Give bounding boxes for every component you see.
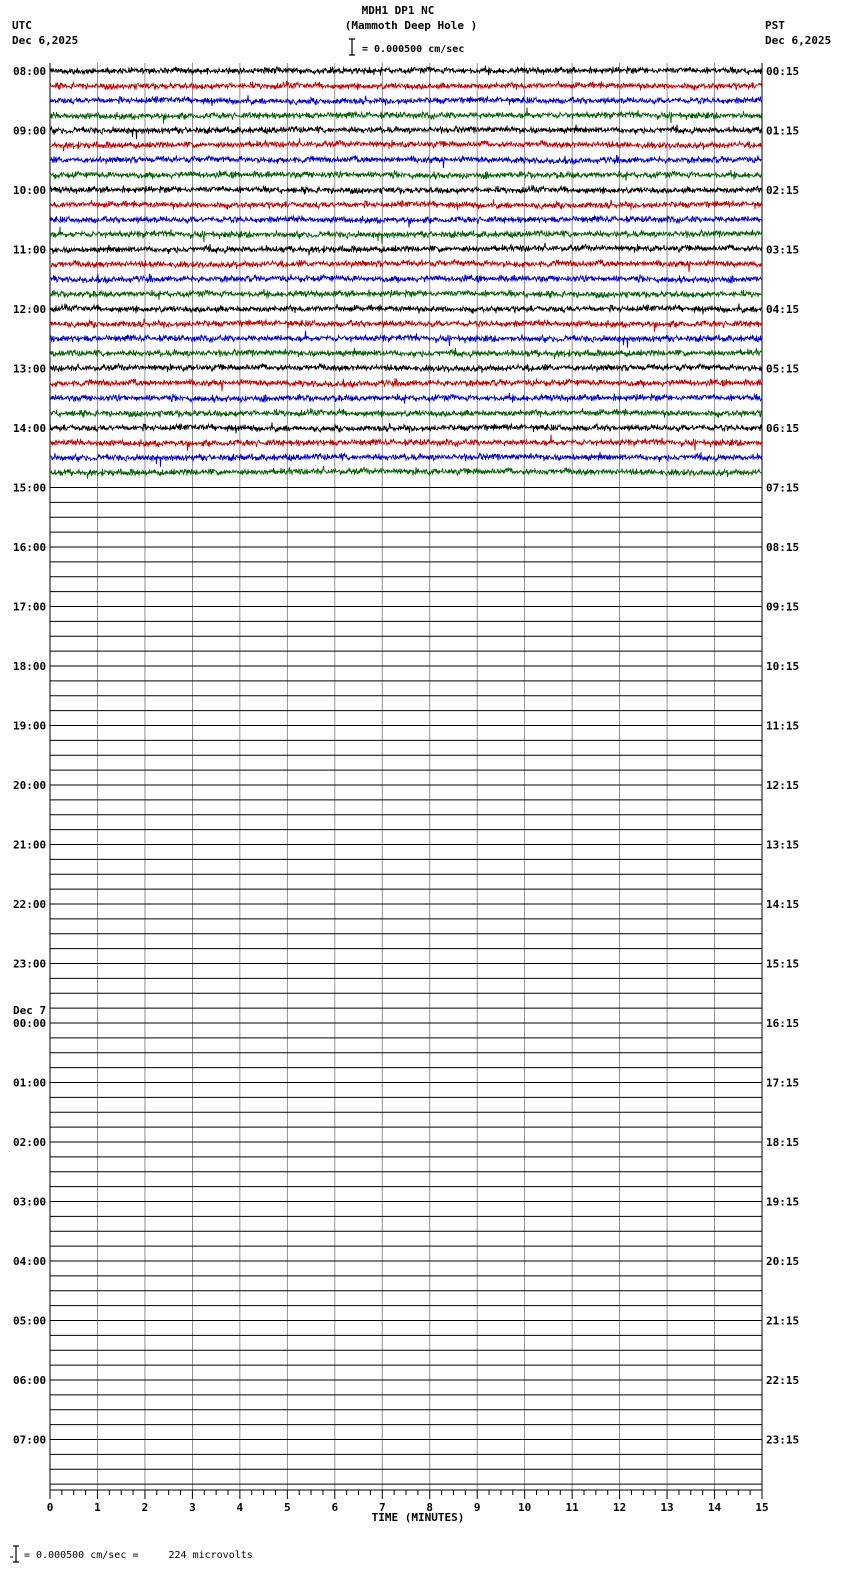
trace-line [50,452,762,467]
pst-hour-label: 08:15 [766,541,800,554]
trace-line [50,95,762,106]
utc-hour-label: 19:00 [13,719,47,733]
pst-hour-label: 02:15 [766,184,800,197]
trace-line [50,185,762,194]
right-timezone: PST [765,19,785,32]
trace-line [50,227,762,244]
x-tick-label: 9 [473,1501,481,1514]
pst-hour-label: 19:15 [766,1195,800,1209]
pst-hour-label: 07:15 [766,481,800,495]
location-title: (Mammoth Deep Hole ) [344,19,478,32]
trace-line [50,108,762,124]
pst-hour-label: 01:15 [766,124,800,138]
pst-hour-label: 23:15 [766,1433,800,1447]
utc-hour-label: 14:00 [13,422,47,435]
pst-hour-label: 05:15 [766,362,800,376]
x-tick-label: 11 [565,1501,579,1514]
x-tick-label: 4 [236,1501,244,1514]
trace-line [50,260,762,273]
pst-hour-label: 11:15 [766,719,800,733]
pst-hour-label: 21:15 [766,1314,800,1328]
utc-hour-label: 15:00 [13,481,47,495]
pst-hour-label: 15:15 [766,957,800,971]
utc-hour-label: 08:00 [13,65,47,78]
x-tick-label: 15 [755,1501,769,1514]
utc-hour-label: 21:00 [13,838,47,852]
x-axis [47,1490,769,1524]
utc-hour-label: 03:00 [13,1195,47,1209]
pst-hour-label: 00:15 [766,65,800,78]
trace-line [50,199,762,210]
x-tick-label: 12 [612,1501,627,1514]
utc-hour-label: 20:00 [13,779,47,792]
pst-hour-label: 18:15 [766,1136,800,1149]
pst-hour-label: 03:15 [766,243,800,257]
x-tick-label: 2 [141,1501,149,1514]
trace-group [50,66,762,1485]
x-tick-label: 8 [426,1501,434,1514]
utc-hour-label: 17:00 [13,600,47,614]
trace-line [50,319,762,332]
utc-hour-label: 18:00 [13,660,47,673]
utc-hour-label: 06:00 [13,1374,47,1387]
x-axis-label: TIME (MINUTES) [371,1511,465,1524]
trace-line [50,378,762,391]
trace-line [50,139,762,152]
trace-line [50,393,762,404]
x-tick-label: 6 [331,1501,339,1514]
pst-hour-label: 16:15 [766,1017,800,1030]
trace-line [50,408,762,418]
utc-hour-label: 00:00 [13,1017,47,1030]
trace-line [50,81,762,91]
utc-hour-label: 09:00 [13,124,47,138]
utc-hour-label: 01:00 [13,1076,47,1090]
x-tick-label: 3 [189,1501,196,1514]
x-tick-label: 13 [660,1501,674,1514]
x-tick-label: 7 [378,1501,386,1514]
utc-hour-label: 16:00 [13,541,47,554]
date-change-label: Dec 7 [13,1004,47,1017]
x-tick-label: 14 [707,1501,722,1514]
utc-hour-label: 07:00 [13,1433,47,1447]
trace-line [50,466,762,479]
pst-hour-label: 17:15 [766,1076,800,1090]
utc-hour-label: 22:00 [13,898,47,911]
x-tick-label: 0 [46,1501,54,1514]
trace-line [50,155,762,168]
trace-line [50,216,762,228]
pst-hour-label: 10:15 [766,660,800,673]
pst-hour-label: 04:15 [766,303,800,316]
trace-line [50,435,762,451]
left-date: Dec 6,2025 [12,34,79,47]
pst-hour-label: 14:15 [766,898,800,911]
footer-scale-icon [8,1545,22,1563]
pst-hour-label: 22:15 [766,1374,800,1387]
pst-hour-label: 20:15 [766,1255,800,1268]
station-title: MDH1 DP1 NC [361,4,435,17]
trace-line [50,243,762,256]
pst-hour-label: 06:15 [766,422,800,435]
trace-line [50,348,762,359]
scale-label: = 0.000500 cm/sec [362,44,465,55]
utc-hour-label: 04:00 [13,1255,47,1268]
left-timezone: UTC [12,19,32,32]
utc-hour-label: 10:00 [13,184,47,197]
pst-hour-label: 09:15 [766,600,800,614]
utc-hour-label: 11:00 [13,243,47,257]
trace-line [50,66,762,76]
utc-hour-label: 05:00 [13,1314,47,1328]
right-date: Dec 6,2025 [765,34,832,47]
utc-hour-label: 12:00 [13,303,47,316]
trace-line [50,331,762,348]
x-tick-label: 1 [94,1501,101,1514]
utc-hour-label: 23:00 [13,957,47,971]
x-tick-label: 10 [518,1501,532,1514]
trace-line [50,289,762,300]
pst-hour-label: 12:15 [766,779,800,792]
pst-hour-label: 13:15 [766,838,800,852]
trace-line [50,274,762,284]
x-tick-label: 5 [284,1501,291,1514]
trace-line [50,363,762,372]
trace-line [50,125,762,140]
footer-scale-note: = 0.000500 cm/sec = 224 microvolts [24,1550,253,1561]
trace-line [50,170,762,181]
trace-line [50,304,762,315]
utc-hour-label: 02:00 [13,1136,47,1149]
trace-line [50,423,762,434]
utc-hour-label: 13:00 [13,362,47,376]
